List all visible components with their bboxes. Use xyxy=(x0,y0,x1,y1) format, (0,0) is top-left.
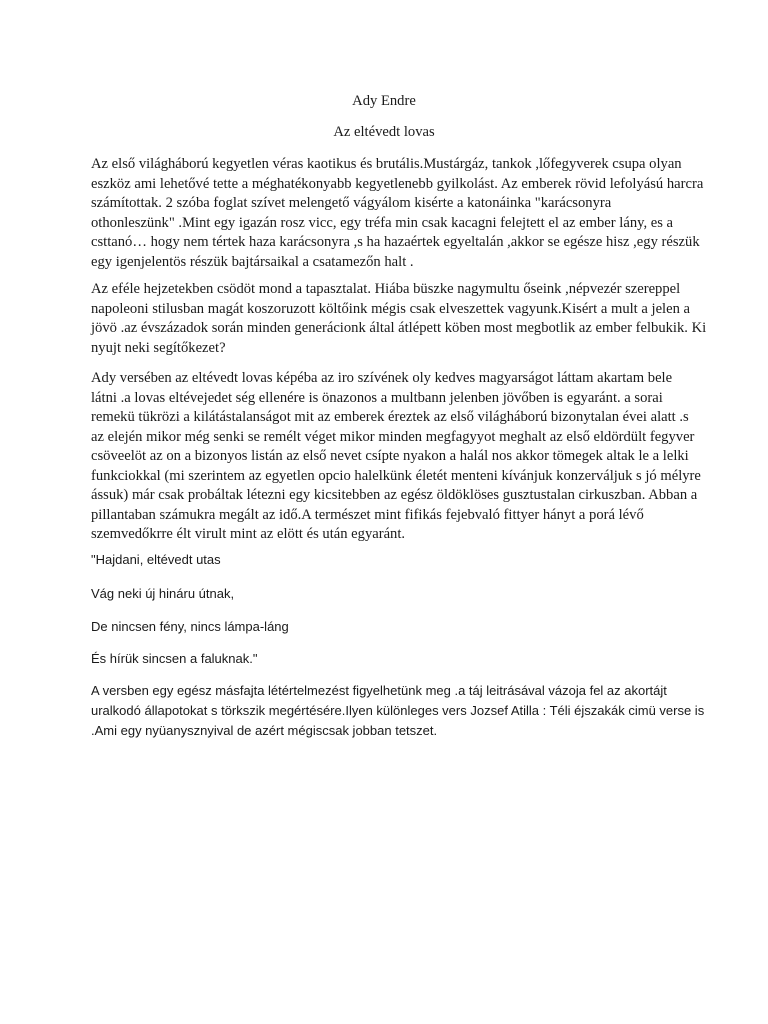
text-line: funkciokkal (mi szerintem az egyetlen opcio halelkünk életét menteni kívánjuk konzerváljuk s jó mélyre xyxy=(91,467,701,484)
text-line: nyujt neki segítőkezet? xyxy=(91,339,226,356)
author-heading: Ady Endre xyxy=(352,93,416,109)
text-line: ássuk) már csak probáltak létezni egy kicsitebben az egész öldöklöses gusztustalan cirkuszban. Abban a xyxy=(91,487,698,503)
text-line: szemvedőkrre élt virult mint az elött és után egyaránt. xyxy=(91,526,406,542)
text-line: az elején mikor még senki se remélt véget mikor minden megfagyyot meghalt az első eldördült fegyver xyxy=(91,428,695,445)
text-line: jövö .az évszázadok során minden generácionk által átlépett köben most megbotlik az ember felbukik. Ki xyxy=(91,320,707,336)
text-line: .Ami egy nyüanysznyival de azért mégiscsak jobban tetszet. xyxy=(91,723,438,738)
text-line: uralkodó állapotokat s törkszik megértésére.Ilyen különleges vers Jozsef Atilla : Téli éjszakák cimü verse is xyxy=(91,703,705,718)
text-line: csöveelöt az on a bizonyos listán az első nevet csípte nyakon a halál nos akkor tömegek altak le a lelki xyxy=(91,448,689,464)
text-line: othonleszünk" .Mint egy igazán rosz vicc, egy tréfa min csak kacagni felejtett el az ember lány, es a xyxy=(91,214,674,231)
text-line: Az eféle hejzetekben csödöt mond a tapasztalat. Hiába büszke nagymultu őseink ,népvezér szereppel xyxy=(91,281,681,297)
text-line: eszköz ami lehetővé tette a méghatékonyabb kegyetlenebb gyilkolást. Az emberek rövid lefolyású harcra xyxy=(91,175,704,192)
paragraph-third xyxy=(91,369,701,545)
text-line: csttanó… hogy nem tértek haza karácsonyra ,s ha hazaértek egyeltalán ,akkor se egésze hisz ,egy részük xyxy=(91,234,700,250)
verse-line: És hírük sincsen a faluknak." xyxy=(91,651,258,666)
verse-line: Vág neki új hináru útnak, xyxy=(91,586,235,601)
text-line: egy igenjelentös részük bajtársaikal a csatamezőn halt . xyxy=(91,253,414,270)
text-line: Az első világháború kegyetlen véras kaotikus és brutális.Mustárgáz, tankok ,lőfegyverek csupa olyan xyxy=(91,156,682,172)
paragraph-second xyxy=(91,280,707,358)
text-line: A versben egy egész másfajta létértelmezést figyelhetünk meg .a táj leitrásával vázoja fel az akortájt xyxy=(91,683,667,698)
verse-line: De nincsen fény, nincs lámpa-láng xyxy=(91,619,289,634)
text-line: látni .a lovas eltévejedet ség ellenére is önazonos a multbann jelenben jövőben is egyaránt. a sorai xyxy=(91,389,663,406)
paragraph-closing xyxy=(91,681,705,741)
text-line: számítottak. 2 szóba foglat szívet melengető vágyálom kisérte a katonáinka "karácsonyra xyxy=(91,195,612,211)
paragraph-intro xyxy=(91,155,704,272)
text-line: Ady versében az eltévedt lovas képéba az iro szívének oly kedves magyarságot láttam akartam bele xyxy=(91,370,673,386)
text-line: napoleoni stilusban magát koszoruzott költőink mégis csak elveszettek vagyunk.Kisért a mult a jelen a xyxy=(91,300,690,317)
text-line: pillantaban számukra megált az idő.A természet mint fifikás fejebvaló fittyer hányt a porá lévő xyxy=(91,506,644,523)
document-title: Az eltévedt lovas xyxy=(333,124,435,140)
text-line: remekü tükrözi a kilátástalanságot mit az emberek éreztek az első világháború bizonytalan évei alatt .s xyxy=(91,409,689,425)
verse-line: "Hajdani, eltévedt utas xyxy=(91,552,221,567)
